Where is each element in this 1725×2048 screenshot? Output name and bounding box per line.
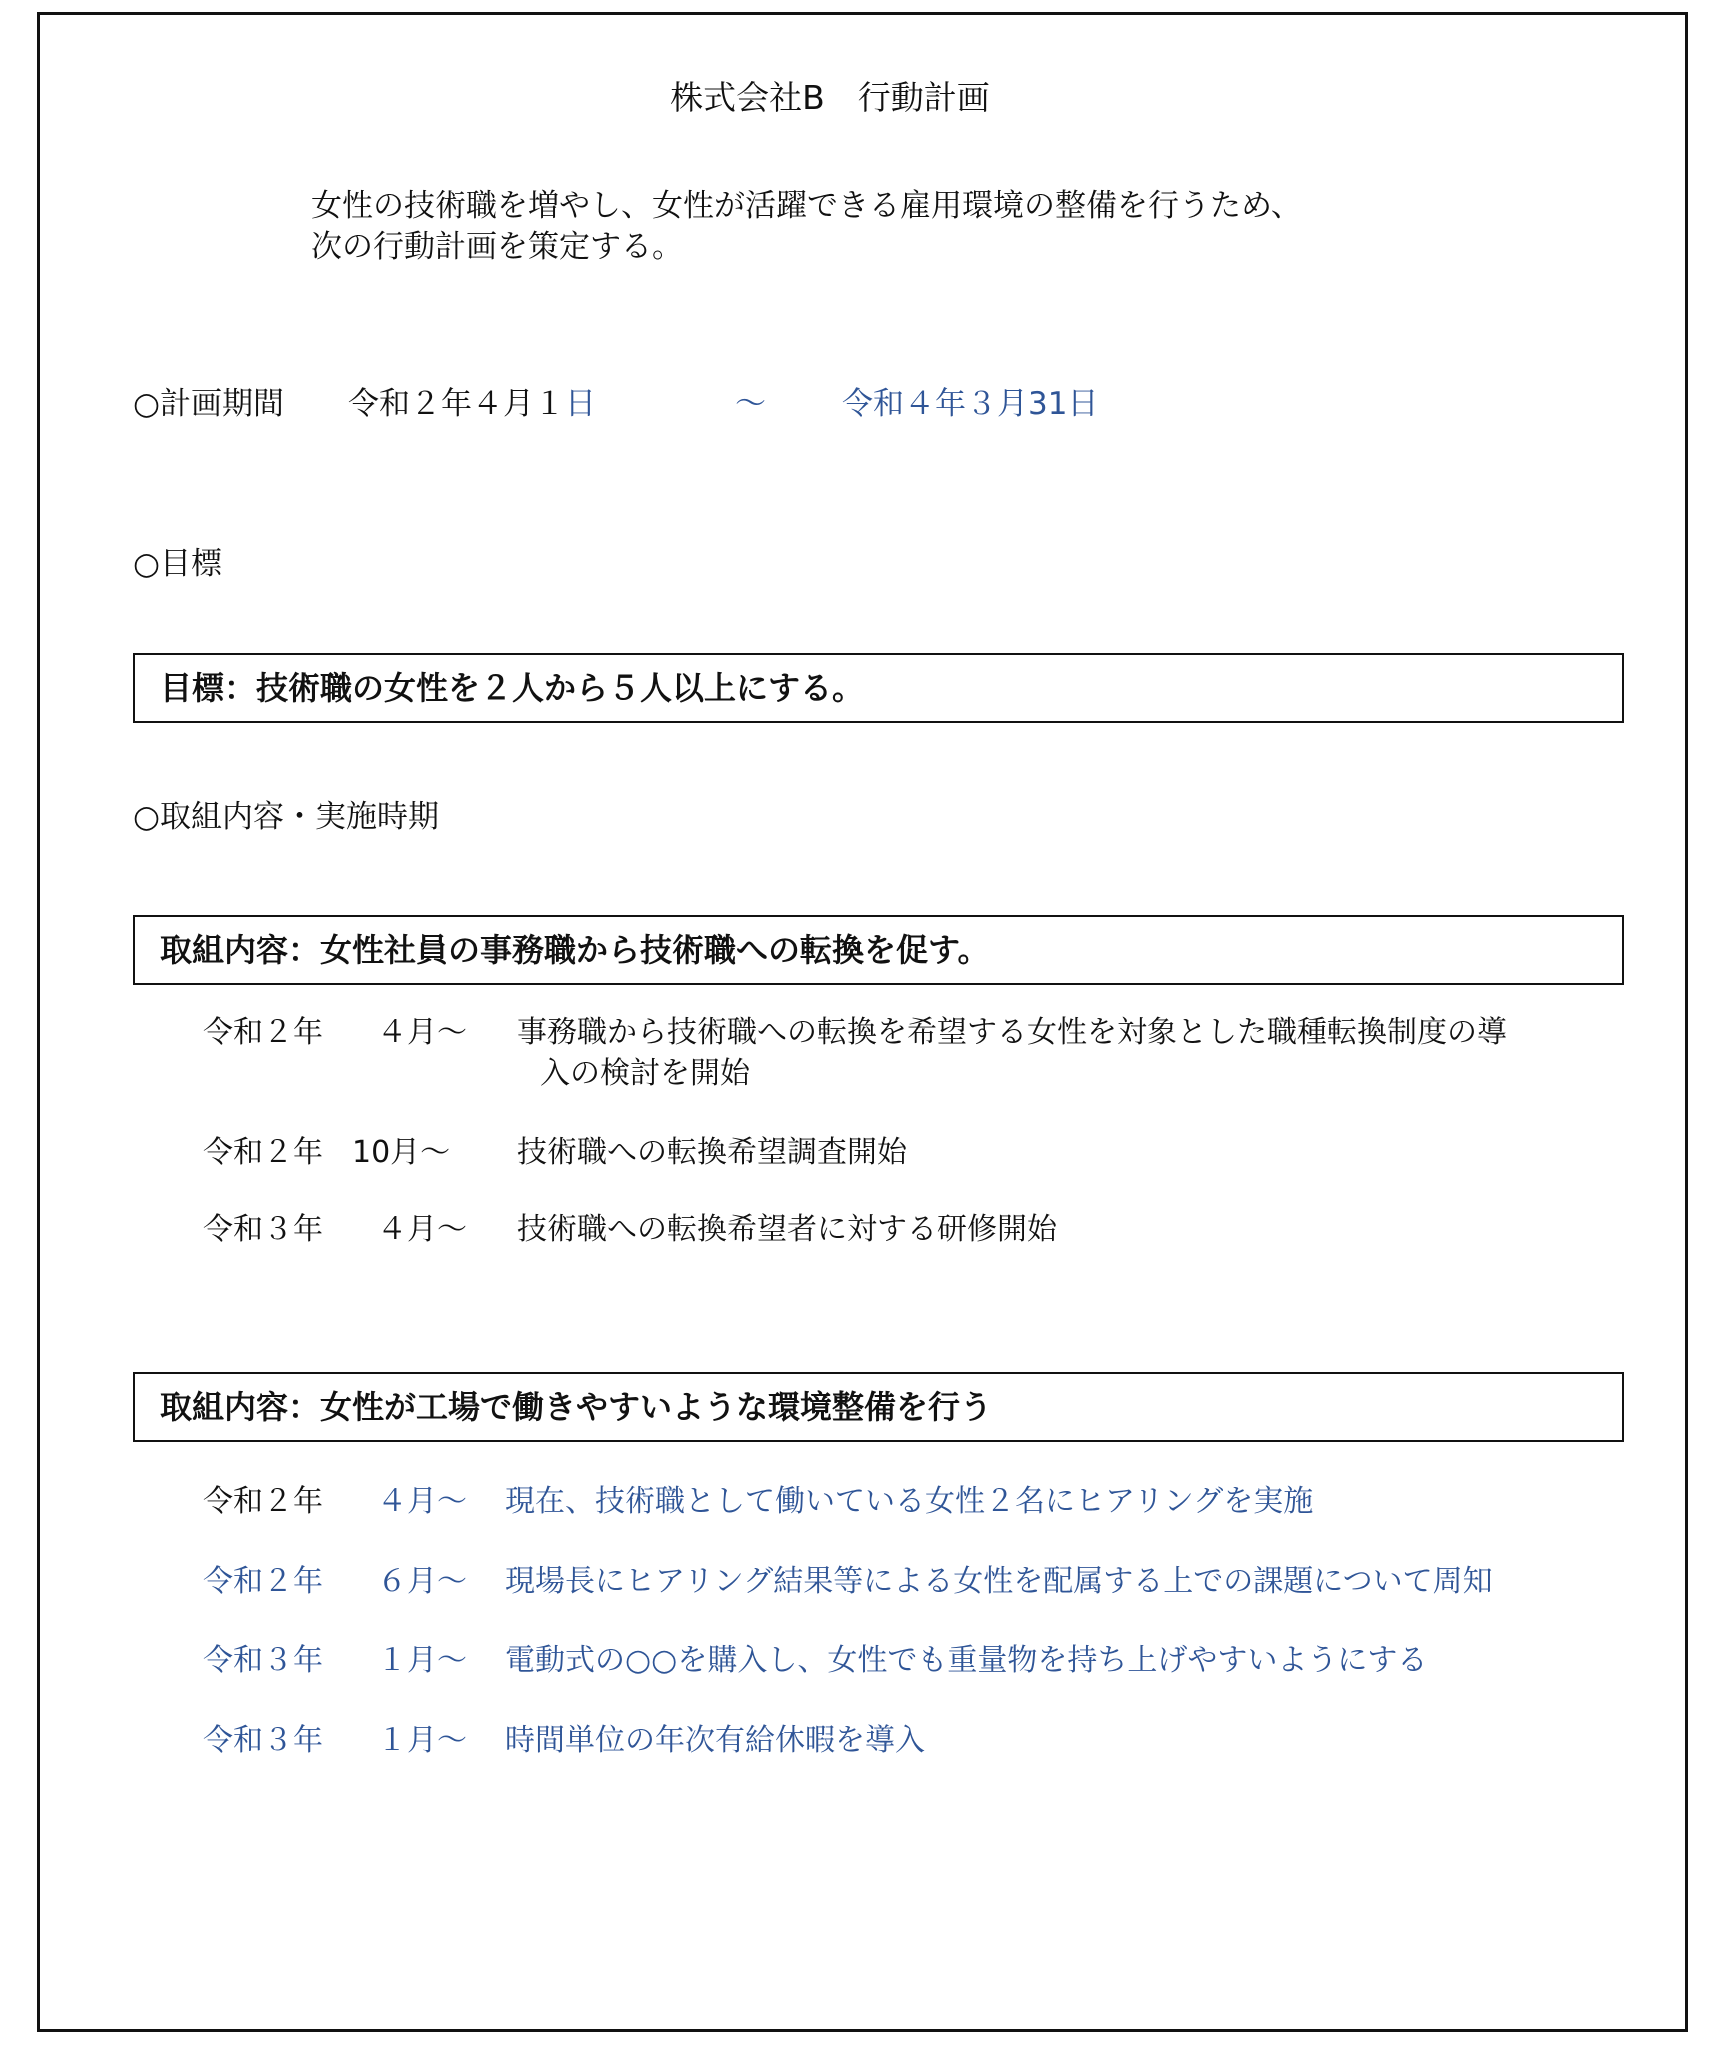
action-box-2-text: 取組内容：女性が工場で働きやすいような環境整備を行う [160, 1388, 993, 1426]
action-box-1 [133, 915, 1624, 985]
schedule-year: 令和３年 [203, 1643, 323, 1678]
plan-period-start [348, 384, 596, 424]
schedule-row [0, 1562, 1725, 1602]
schedule-row [0, 1721, 1725, 1761]
action-box-1-text: 取組内容：女性社員の事務職から技術職への転換を促す。 [160, 931, 990, 969]
schedule-text: 事務職から技術職への転換を希望する女性を対象とした職種転換制度の導 [517, 1015, 1507, 1050]
schedule-month: ４月～ [377, 1015, 467, 1050]
plan-period-label: ○計画期間 [133, 386, 285, 422]
schedule-year: 令和３年 [203, 1212, 323, 1247]
plan-period-end: 令和４年３月31日 [842, 386, 1099, 422]
schedule-month: １月～ [377, 1643, 467, 1678]
plan-period-start-main: 令和２年４月１ [348, 386, 565, 422]
schedule-row [0, 1482, 1725, 1522]
schedule-year: 令和２年 [203, 1135, 323, 1170]
schedule-text: 現在、技術職として働いている女性２名にヒアリングを実施 [505, 1484, 1314, 1519]
schedule-row-continuation [0, 1054, 1725, 1094]
schedule-month: ４月～ [377, 1212, 467, 1247]
intro-paragraph [311, 186, 1302, 268]
schedule-month: ６月～ [377, 1564, 467, 1599]
schedule-row [0, 1641, 1725, 1681]
schedule-month: ４月～ [377, 1484, 467, 1519]
intro-line-2: 次の行動計画を策定する。 [311, 229, 683, 265]
goal-heading: ○目標 [133, 546, 223, 582]
schedule-year: 令和２年 [203, 1015, 323, 1050]
schedule-text: 電動式の○○を購入し、女性でも重量物を持ち上げやすいようにする [505, 1643, 1428, 1678]
schedule-text: 技術職への転換希望調査開始 [517, 1135, 907, 1170]
schedule-text: 現場長にヒアリング結果等による女性を配属する上での課題について周知 [505, 1564, 1493, 1599]
plan-period-start-day: 日 [565, 386, 596, 422]
schedule-row [0, 1013, 1725, 1053]
schedule-text-continuation: 入の検討を開始 [540, 1056, 750, 1091]
action-box-2 [133, 1372, 1624, 1442]
schedule-row [0, 1133, 1725, 1173]
schedule-month: １月～ [377, 1723, 467, 1758]
schedule-text: 時間単位の年次有給休暇を導入 [505, 1723, 925, 1758]
goal-box [133, 653, 1624, 723]
schedule-year: 令和３年 [203, 1723, 323, 1758]
schedule-row [0, 1210, 1725, 1250]
plan-period-separator: ～ [735, 386, 766, 422]
schedule-year: 令和２年 [203, 1484, 323, 1519]
goal-box-text: 目標：技術職の女性を２人から５人以上にする。 [160, 669, 865, 707]
intro-line-1: 女性の技術職を増やし、女性が活躍できる雇用環境の整備を行うため、 [311, 188, 1302, 224]
schedule-year: 令和２年 [203, 1564, 323, 1599]
actions-heading: ○取組内容・実施時期 [133, 799, 440, 835]
schedule-month: 10月～ [352, 1135, 451, 1170]
schedule-text: 技術職への転換希望者に対する研修開始 [517, 1212, 1057, 1247]
page-title: 株式会社B 行動計画 [670, 78, 990, 117]
